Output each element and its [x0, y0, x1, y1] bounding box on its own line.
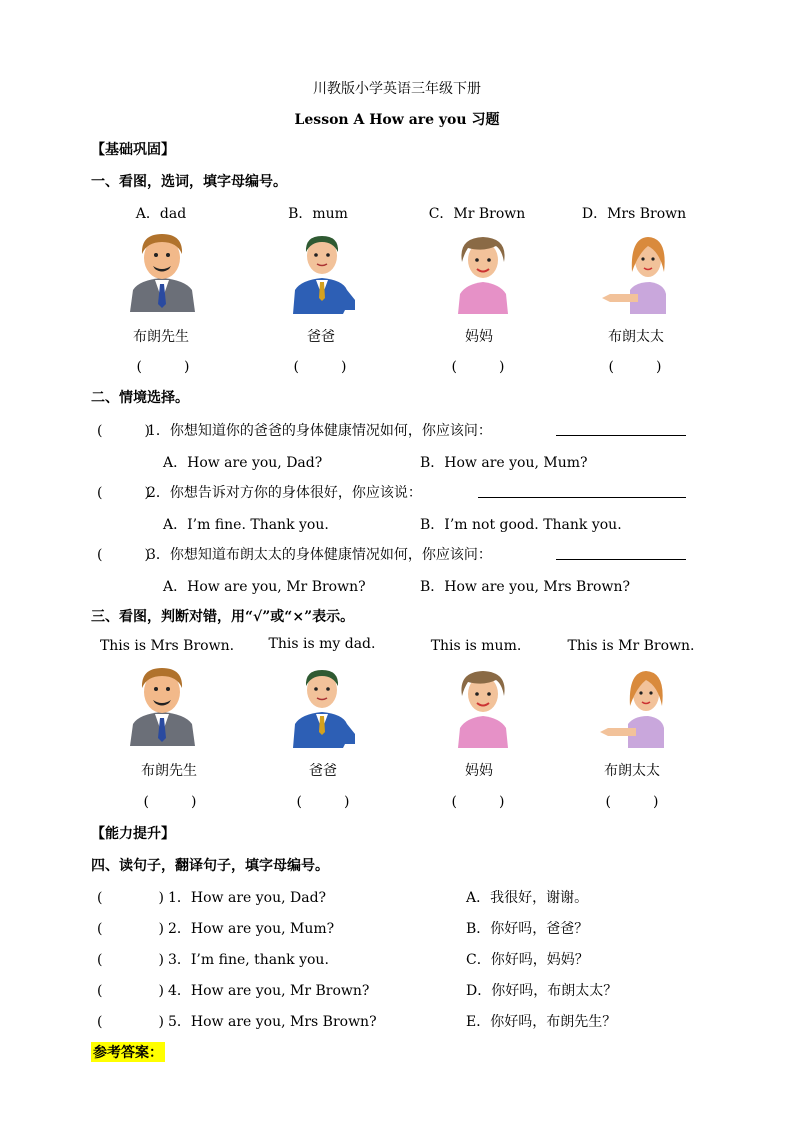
q2-item-1-stem: 1．你想知道你的爸爸的身体健康情况如何，你应该问：: [147, 423, 492, 439]
page-title: 川教版小学英语三年级下册: [313, 81, 481, 97]
q4-item-right: E．你好吗，布朗先生？: [466, 1014, 617, 1030]
page-subtitle: Lesson A How are you 习题: [294, 112, 500, 128]
q1-option-a: A．dad: [135, 206, 187, 222]
q4-item-right: C．你好吗，妈妈？: [466, 952, 589, 968]
q3-heading: 三、看图，判断对错，用“√”或“×”表示。: [91, 609, 355, 625]
q3-answer-blank[interactable]: ( ): [143, 794, 197, 810]
q1-caption-mum: 妈妈: [465, 329, 493, 345]
dad-figure: [285, 230, 360, 314]
q3-caption-dad: 爸爸: [309, 763, 337, 779]
q1-answer-blank[interactable]: ( ): [451, 359, 505, 375]
q3-sentence-4: This is Mr Brown.: [567, 638, 695, 654]
q1-answer-blank[interactable]: ( ): [293, 359, 347, 375]
mr-brown-figure: [125, 228, 200, 312]
q2-item-1-paren[interactable]: ( ): [97, 423, 150, 439]
q1-option-c: C．Mr Brown: [428, 206, 526, 222]
answer-key-label: 参考答案：: [91, 1042, 165, 1062]
q3-caption-mrs-brown: 布朗太太: [604, 763, 660, 779]
dad-figure: [285, 664, 360, 748]
q2-item-3-answer-line[interactable]: [556, 545, 686, 560]
q4-item-left: 4．How are you, Mr Brown?: [168, 983, 370, 999]
q3-sentence-2: This is my dad.: [268, 636, 376, 652]
mr-brown-figure: [125, 662, 200, 746]
q1-caption-dad: 爸爸: [307, 329, 335, 345]
q1-option-d: D．Mrs Brown: [581, 206, 687, 222]
q3-caption-mum: 妈妈: [465, 763, 493, 779]
mum-figure: [446, 232, 521, 314]
section-advanced-heading: 【能力提升】: [91, 826, 175, 842]
q4-item-right: D．你好吗，布朗太太？: [466, 983, 618, 999]
q2-item-1-option-a: A．How are you, Dad?: [163, 455, 323, 471]
q4-item-paren[interactable]: ( ): [97, 1014, 164, 1030]
q2-item-2-stem: 2．你想告诉对方你的身体很好，你应该说：: [147, 485, 422, 501]
q3-sentence-1: This is Mrs Brown.: [99, 638, 235, 654]
q2-item-2-answer-line[interactable]: [478, 483, 686, 498]
section-basic-heading: 【基础巩固】: [91, 142, 175, 158]
q3-answer-blank[interactable]: ( ): [451, 794, 505, 810]
q2-item-3-option-a: A．How are you, Mr Brown?: [163, 579, 366, 595]
q3-answer-blank[interactable]: ( ): [296, 794, 350, 810]
q2-item-3-stem: 3．你想知道布朗太太的身体健康情况如何，你应该问：: [147, 547, 492, 563]
q1-caption-mr-brown: 布朗先生: [133, 329, 189, 345]
mum-figure: [446, 666, 521, 748]
q1-answer-blank[interactable]: ( ): [608, 359, 662, 375]
q4-item-left: 5．How are you, Mrs Brown?: [168, 1014, 377, 1030]
q3-answer-blank[interactable]: ( ): [605, 794, 659, 810]
q2-item-2-option-b: B．I’m not good. Thank you.: [420, 517, 622, 533]
q1-option-b: B．mum: [288, 206, 348, 222]
q1-answer-blank[interactable]: ( ): [136, 359, 190, 375]
q2-item-2-paren[interactable]: ( ): [97, 485, 150, 501]
q4-item-right: A．我很好，谢谢。: [466, 890, 589, 906]
q3-caption-mr-brown: 布朗先生: [141, 763, 197, 779]
q4-item-paren[interactable]: ( ): [97, 952, 164, 968]
q4-heading: 四、读句子，翻译句子，填字母编号。: [91, 858, 329, 874]
q4-item-right: B．你好吗，爸爸？: [466, 921, 589, 937]
q4-item-paren[interactable]: ( ): [97, 921, 164, 937]
mrs-brown-figure: [600, 232, 675, 314]
q2-item-3-option-b: B．How are you, Mrs Brown?: [420, 579, 630, 595]
q2-heading: 二、情境选择。: [91, 390, 189, 406]
q2-item-3-paren[interactable]: ( ): [97, 547, 150, 563]
q2-item-2-option-a: A．I’m fine. Thank you.: [163, 517, 329, 533]
q4-item-paren[interactable]: ( ): [97, 983, 164, 999]
q4-item-left: 1．How are you, Dad?: [168, 890, 327, 906]
q1-caption-mrs-brown: 布朗太太: [608, 329, 664, 345]
q4-item-left: 2．How are you, Mum?: [168, 921, 335, 937]
mrs-brown-figure: [598, 666, 673, 748]
q1-heading: 一、看图，选词，填字母编号。: [91, 174, 287, 190]
q4-item-left: 3．I’m fine, thank you.: [168, 952, 329, 968]
q4-item-paren[interactable]: ( ): [97, 890, 164, 906]
q2-item-1-option-b: B．How are you, Mum?: [420, 455, 588, 471]
q3-sentence-3: This is mum.: [430, 638, 522, 654]
q2-item-1-answer-line[interactable]: [556, 421, 686, 436]
